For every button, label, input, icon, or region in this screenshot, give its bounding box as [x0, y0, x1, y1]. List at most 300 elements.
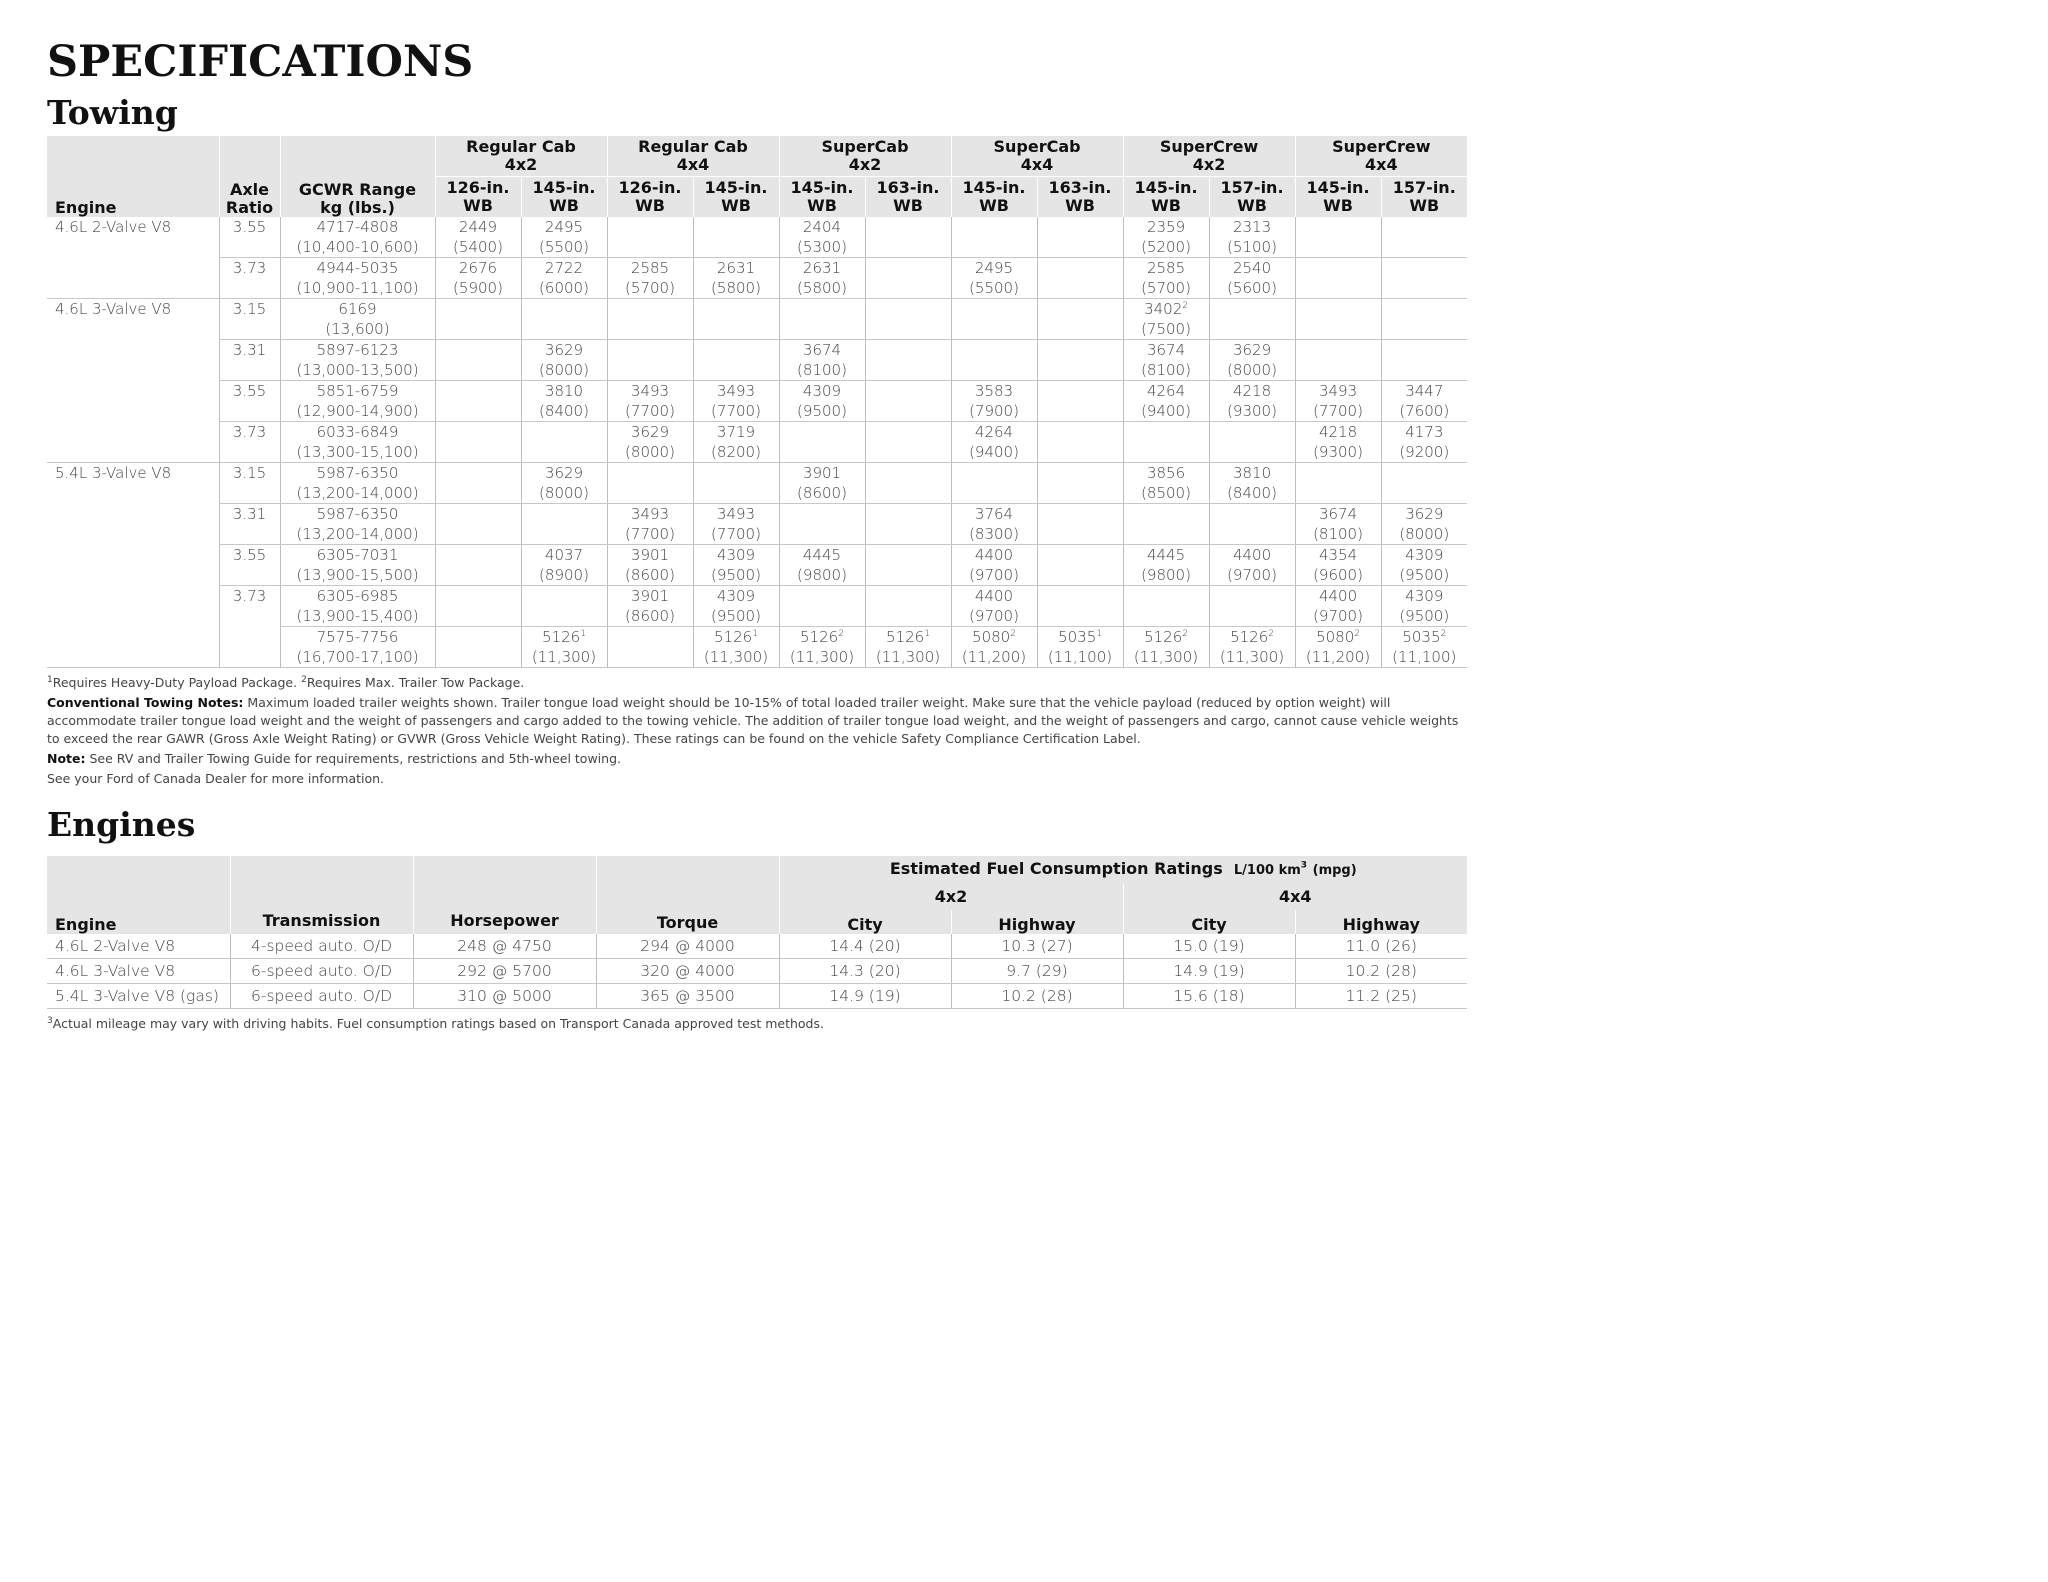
weight-kg-value: 3810 [544, 382, 584, 400]
max-trailer-weight-cell [693, 422, 779, 463]
header-engine: Engine [47, 856, 230, 934]
weight-kg [1210, 628, 1295, 648]
gcwr-kg: 6305-6985 [316, 587, 399, 605]
gcwr-kg: 5987-6350 [316, 464, 399, 482]
weight-kg-value: 4218 [1232, 382, 1272, 400]
gcwr-lbs: (13,200-14,000) [296, 524, 419, 543]
header-axle-line2: Ratio [225, 198, 274, 217]
max-trailer-weight-cell [1123, 422, 1209, 463]
header-fuel-consumption [779, 856, 1467, 884]
weight-kg-value: 4309 [802, 382, 842, 400]
max-trailer-weight-cell [1381, 422, 1467, 463]
weight-kg [608, 546, 693, 566]
weight-lbs: (8000) [1399, 524, 1450, 543]
footnote-mark: 2 [1440, 629, 1447, 639]
conventional-towing-notes [47, 694, 1467, 748]
weight-lbs: (6000) [539, 278, 589, 297]
weight-kg [608, 423, 693, 443]
weight-kg [1124, 218, 1209, 238]
weight-kg [952, 423, 1037, 443]
city-4x4-cell: 14.9 (19) [1123, 959, 1295, 984]
weight-lbs: (7700) [625, 401, 675, 420]
weight-kg-value: 4309 [1405, 546, 1444, 564]
weight-kg [1296, 546, 1381, 566]
footnote-3: Actual mileage may vary with driving habits. Fuel consumption ratings based on Transport Canada approved test methods. [52, 1016, 824, 1031]
weight-kg-value: 3629 [1232, 341, 1272, 359]
weight-lbs: (9700) [1227, 565, 1277, 584]
header-wheelbase-7 [951, 177, 1037, 218]
wheelbase-value: 126-in. [446, 178, 510, 197]
max-trailer-weight-cell [951, 627, 1037, 668]
weight-kg-value: 3402 [1144, 300, 1183, 318]
axle-ratio-cell [219, 627, 280, 668]
gcwr-cell [280, 381, 435, 422]
max-trailer-weight-cell [865, 627, 951, 668]
max-trailer-weight-cell [607, 217, 693, 258]
weight-kg-value: 3901 [802, 464, 842, 482]
gcwr-lbs: (10,400-10,600) [296, 237, 419, 256]
weight-kg-value: 2585 [630, 259, 670, 277]
towing-heading: Towing [47, 93, 178, 132]
max-trailer-weight-cell [693, 545, 779, 586]
max-trailer-weight-cell [521, 422, 607, 463]
weight-lbs: (5600) [1227, 278, 1277, 297]
weight-kg [952, 505, 1037, 525]
weight-kg [1210, 218, 1295, 238]
max-trailer-weight-cell [435, 381, 521, 422]
weight-lbs: (9700) [1313, 606, 1363, 625]
max-trailer-weight-cell [693, 504, 779, 545]
engine-cell: 5.4L 3-Valve V8 [55, 464, 172, 482]
weight-lbs: (8000) [539, 483, 589, 502]
header-group-5 [1123, 136, 1295, 177]
wheelbase-unit: WB [721, 196, 751, 215]
weight-kg-value: 4400 [1232, 546, 1272, 564]
weight-kg-value: 4037 [544, 546, 584, 564]
max-trailer-weight-cell [521, 545, 607, 586]
gcwr-kg: 5987-6350 [316, 505, 399, 523]
footnote-mark: 2 [1354, 629, 1360, 639]
gcwr-lbs: (13,200-14,000) [296, 483, 419, 502]
max-trailer-weight-cell [607, 463, 693, 504]
max-trailer-weight-cell [1037, 545, 1123, 586]
weight-kg [1296, 382, 1381, 402]
engines-footnote [47, 1015, 1467, 1033]
towing-row [47, 258, 1467, 299]
wheelbase-unit: WB [463, 196, 493, 215]
footnote-mark: 1 [580, 629, 586, 639]
weight-kg-value: 3764 [974, 505, 1014, 523]
weight-kg-value: 3493 [630, 382, 670, 400]
engines-heading: Engines [47, 805, 196, 844]
axle-ratio-cell: 3.73 [219, 422, 280, 463]
weight-lbs: (9500) [797, 401, 847, 420]
weight-kg-value: 3629 [630, 423, 670, 441]
max-trailer-weight-cell [865, 422, 951, 463]
axle-ratio-cell: 3.31 [219, 340, 280, 381]
wheelbase-value: 163-in. [876, 178, 940, 197]
city-4x4-cell: 15.0 (19) [1123, 934, 1295, 959]
weight-lbs: (8000) [625, 442, 675, 461]
horsepower-cell: 248 @ 4750 [413, 934, 596, 959]
weight-lbs: (7900) [969, 401, 1019, 420]
wheelbase-unit: WB [1065, 196, 1095, 215]
max-trailer-weight-cell [607, 340, 693, 381]
max-trailer-weight-cell [779, 381, 865, 422]
group-cab: Regular Cab [466, 137, 576, 156]
gcwr-kg: 4717-4808 [316, 218, 399, 236]
wheelbase-unit: WB [807, 196, 837, 215]
max-trailer-weight-cell [865, 545, 951, 586]
weight-lbs: (11,100) [1047, 647, 1113, 666]
wheelbase-value: 145-in. [1306, 178, 1370, 197]
engine-cell: 4.6L 2-Valve V8 [55, 218, 172, 236]
weight-kg-value: 3901 [630, 546, 670, 564]
weight-kg [1382, 423, 1468, 443]
engine-cell: 4.6L 2-Valve V8 [47, 934, 230, 959]
weight-kg-value: 3856 [1146, 464, 1186, 482]
weight-lbs: (8000) [1227, 360, 1277, 379]
wheelbase-value: 145-in. [704, 178, 768, 197]
towing-row [47, 545, 1467, 586]
engine-cell [47, 340, 219, 381]
header-axle-ratio [219, 136, 280, 217]
weight-kg [952, 382, 1037, 402]
weight-kg [1382, 382, 1468, 402]
weight-kg-value: 5126 [542, 628, 581, 646]
max-trailer-weight-cell [951, 258, 1037, 299]
max-trailer-weight-cell [1209, 463, 1295, 504]
weight-kg [1210, 464, 1295, 484]
page-title: SPECIFICATIONS [47, 37, 474, 87]
weight-kg-value: 2585 [1146, 259, 1186, 277]
max-trailer-weight-cell [1209, 627, 1295, 668]
header-engine: Engine [47, 136, 219, 217]
fuel-unit-mark: 3 [1300, 860, 1308, 871]
max-trailer-weight-cell [1123, 545, 1209, 586]
weight-kg-value: 4218 [1318, 423, 1358, 441]
weight-kg-value: 3901 [630, 587, 670, 605]
weight-kg [1382, 587, 1468, 607]
weight-kg-value: 2631 [802, 259, 842, 277]
max-trailer-weight-cell [779, 217, 865, 258]
max-trailer-weight-cell [1123, 627, 1209, 668]
towing-row [47, 586, 1467, 627]
weight-kg-value: 5080 [972, 628, 1011, 646]
wheelbase-value: 145-in. [1134, 178, 1198, 197]
gcwr-lbs: (10,900-11,100) [296, 278, 419, 297]
weight-kg-value: 3583 [974, 382, 1014, 400]
weight-lbs: (5700) [1141, 278, 1191, 297]
gcwr-cell [280, 422, 435, 463]
max-trailer-weight-cell [435, 422, 521, 463]
weight-kg [952, 259, 1037, 279]
gcwr-cell [280, 586, 435, 627]
header-wheelbase-6 [865, 177, 951, 218]
weight-kg-value: 4173 [1405, 423, 1444, 441]
footnote-mark: 2 [1182, 301, 1188, 311]
weight-kg-value: 3493 [716, 505, 756, 523]
group-drive: 4x4 [1364, 155, 1398, 174]
engines-table [47, 856, 1467, 1009]
max-trailer-weight-cell [1123, 299, 1209, 340]
max-trailer-weight-cell [779, 299, 865, 340]
max-trailer-weight-cell [951, 299, 1037, 340]
wheelbase-value: 145-in. [790, 178, 854, 197]
axle-ratio-cell: 3.55 [219, 381, 280, 422]
weight-kg [952, 587, 1037, 607]
max-trailer-weight-cell [607, 586, 693, 627]
wheelbase-value: 145-in. [962, 178, 1026, 197]
weight-kg [866, 628, 951, 648]
weight-kg [952, 546, 1037, 566]
max-trailer-weight-cell [1209, 258, 1295, 299]
towing-row [47, 381, 1467, 422]
weight-lbs: (9500) [1399, 565, 1450, 584]
group-drive: 4x2 [848, 155, 882, 174]
weight-lbs: (7600) [1399, 401, 1450, 420]
weight-kg [1296, 423, 1381, 443]
towing-row [47, 422, 1467, 463]
weight-lbs: (8300) [969, 524, 1019, 543]
footnote-2: Requires Max. Trailer Tow Package. [306, 675, 525, 690]
wheelbase-unit: WB [979, 196, 1009, 215]
max-trailer-weight-cell [1295, 586, 1381, 627]
weight-kg-value: 4400 [974, 587, 1014, 605]
weight-kg-value: 2631 [716, 259, 756, 277]
max-trailer-weight-cell [1295, 463, 1381, 504]
engine-cell [47, 504, 219, 545]
max-trailer-weight-cell [607, 627, 693, 668]
gcwr-lbs: (16,700-17,100) [296, 647, 419, 666]
weight-kg [608, 587, 693, 607]
max-trailer-weight-cell [951, 340, 1037, 381]
max-trailer-weight-cell [435, 258, 521, 299]
footnote-mark: 2 [301, 674, 307, 685]
weight-kg [608, 259, 693, 279]
header-wheelbase-8 [1037, 177, 1123, 218]
max-trailer-weight-cell [1123, 586, 1209, 627]
engine-cell: 5.4L 3-Valve V8 (gas) [47, 984, 230, 1009]
weight-kg-value: 2495 [544, 218, 584, 236]
footnote-mark: 2 [1182, 629, 1188, 639]
city-4x2-cell: 14.3 (20) [779, 959, 951, 984]
max-trailer-weight-cell [521, 627, 607, 668]
header-axle-line1: Axle [229, 180, 270, 199]
weight-kg [522, 382, 607, 402]
max-trailer-weight-cell [1381, 586, 1467, 627]
max-trailer-weight-cell [521, 381, 607, 422]
hwy-4x4-cell: 10.2 (28) [1295, 959, 1467, 984]
weight-lbs: (11,300) [1133, 647, 1199, 666]
fuel-title: Estimated Fuel Consumption Ratings [889, 859, 1223, 878]
engines-table-body [47, 934, 1467, 1009]
max-trailer-weight-cell [435, 340, 521, 381]
footnote-mark: 1 [752, 629, 758, 639]
max-trailer-weight-cell [435, 463, 521, 504]
weight-kg [522, 341, 607, 361]
weight-lbs: (9400) [1141, 401, 1191, 420]
weight-lbs: (11,300) [531, 647, 597, 666]
weight-kg-value: 4264 [974, 423, 1014, 441]
fuel-unit-tail: (mpg) [1312, 863, 1357, 878]
weight-kg-value: 5126 [800, 628, 839, 646]
header-drive-4x4: 4x4 [1123, 884, 1467, 910]
weight-kg [522, 218, 607, 238]
weight-kg-value: 4445 [1146, 546, 1186, 564]
weight-kg-value: 4445 [802, 546, 842, 564]
max-trailer-weight-cell [521, 299, 607, 340]
max-trailer-weight-cell [951, 586, 1037, 627]
gcwr-lbs: (13,900-15,500) [296, 565, 419, 584]
weight-lbs: (5500) [539, 237, 589, 256]
towing-notes [47, 674, 1467, 788]
header-group-6 [1295, 136, 1467, 177]
gcwr-cell [280, 463, 435, 504]
header-wheelbase-10 [1209, 177, 1295, 218]
max-trailer-weight-cell [865, 258, 951, 299]
weight-lbs: (5100) [1227, 237, 1277, 256]
towing-row [47, 340, 1467, 381]
weight-kg [608, 505, 693, 525]
max-trailer-weight-cell [521, 340, 607, 381]
weight-lbs: (7700) [711, 401, 761, 420]
max-trailer-weight-cell [693, 381, 779, 422]
weight-lbs: (8100) [797, 360, 847, 379]
max-trailer-weight-cell [1123, 504, 1209, 545]
gcwr-kg: 7575-7756 [316, 628, 399, 646]
gcwr-cell [280, 504, 435, 545]
weight-kg [1210, 382, 1295, 402]
weight-lbs: (8200) [711, 442, 761, 461]
header-wheelbase-11 [1295, 177, 1381, 218]
max-trailer-weight-cell [951, 504, 1037, 545]
header-group-1 [435, 136, 607, 177]
wheelbase-unit: WB [635, 196, 665, 215]
max-trailer-weight-cell [1209, 217, 1295, 258]
weight-kg-value: 3629 [544, 464, 584, 482]
max-trailer-weight-cell [1123, 381, 1209, 422]
max-trailer-weight-cell [1037, 258, 1123, 299]
header-group-4 [951, 136, 1123, 177]
engine-row [47, 984, 1467, 1009]
engine-cell [47, 422, 219, 463]
max-trailer-weight-cell [1209, 340, 1295, 381]
gcwr-kg: 5851-6759 [316, 382, 399, 400]
weight-kg-value: 5126 [1230, 628, 1269, 646]
weight-kg [1124, 628, 1209, 648]
max-trailer-weight-cell [1295, 217, 1381, 258]
max-trailer-weight-cell [435, 545, 521, 586]
weight-kg-value: 3719 [716, 423, 756, 441]
max-trailer-weight-cell [1381, 463, 1467, 504]
towing-table-body [47, 217, 1467, 668]
weight-kg-value: 3447 [1405, 382, 1444, 400]
max-trailer-weight-cell [779, 422, 865, 463]
max-trailer-weight-cell [1037, 381, 1123, 422]
weight-kg [694, 382, 779, 402]
max-trailer-weight-cell [865, 504, 951, 545]
header-wheelbase-3 [607, 177, 693, 218]
wheelbase-value: 163-in. [1048, 178, 1112, 197]
max-trailer-weight-cell [1295, 258, 1381, 299]
hwy-4x2-cell: 9.7 (29) [951, 959, 1123, 984]
weight-lbs: (9500) [711, 565, 761, 584]
engine-cell [47, 258, 219, 299]
max-trailer-weight-cell [1295, 627, 1381, 668]
weight-kg [1124, 546, 1209, 566]
gcwr-lbs: (13,900-15,400) [296, 606, 419, 625]
weight-lbs: (9700) [969, 565, 1019, 584]
max-trailer-weight-cell [1295, 545, 1381, 586]
max-trailer-weight-cell [1037, 217, 1123, 258]
max-trailer-weight-cell [865, 586, 951, 627]
weight-kg-value: 3493 [1318, 382, 1358, 400]
conventional-text: Maximum loaded trailer weights shown. Trailer tongue load weight should be 10-15% of total loaded trailer weight. Make sure that the vehicle payload (reduced by option weight) will accommodate trailer tongue load weight and the weight of passengers and cargo added to the towing vehicle. The addition of trailer tongue load weight, and the weight of passengers and cargo, cannot cause vehicle weights to exceed the rear GAWR (Gross Axle Weight Rating) or GVWR (Gross Vehicle Weight Rating). These ratings can be found on the vehicle Safety Compliance Certification Label. [47, 695, 1459, 746]
max-trailer-weight-cell [435, 504, 521, 545]
max-trailer-weight-cell [1295, 340, 1381, 381]
engine-row [47, 934, 1467, 959]
weight-kg [694, 259, 779, 279]
max-trailer-weight-cell [951, 422, 1037, 463]
transmission-cell: 6-speed auto. O/D [230, 984, 413, 1009]
max-trailer-weight-cell [693, 627, 779, 668]
engine-cell [47, 586, 219, 627]
weight-kg-value: 2404 [802, 218, 842, 236]
max-trailer-weight-cell [607, 545, 693, 586]
towing-header-row-groups [47, 136, 1467, 177]
weight-kg-value: 5035 [1058, 628, 1097, 646]
max-trailer-weight-cell [779, 463, 865, 504]
max-trailer-weight-cell [435, 299, 521, 340]
weight-lbs: (5900) [453, 278, 503, 297]
weight-kg [608, 382, 693, 402]
max-trailer-weight-cell [1037, 422, 1123, 463]
max-trailer-weight-cell [607, 258, 693, 299]
wheelbase-unit: WB [549, 196, 579, 215]
weight-lbs: (8100) [1313, 524, 1363, 543]
engine-cell [47, 381, 219, 422]
header-transmission: Transmission [230, 856, 413, 934]
towing-row [47, 299, 1467, 340]
weight-kg-value: 4400 [1318, 587, 1358, 605]
weight-kg [1124, 341, 1209, 361]
weight-lbs: (9300) [1313, 442, 1363, 461]
city-4x4-cell: 15.6 (18) [1123, 984, 1295, 1009]
weight-kg-value: 5126 [886, 628, 925, 646]
weight-kg [694, 505, 779, 525]
weight-kg [780, 218, 865, 238]
axle-ratio-cell: 3.31 [219, 504, 280, 545]
header-wheelbase-1 [435, 177, 521, 218]
weight-lbs: (7500) [1141, 319, 1191, 338]
max-trailer-weight-cell [607, 504, 693, 545]
wheelbase-unit: WB [1409, 196, 1440, 215]
weight-kg [1210, 546, 1295, 566]
header-drive-4x2: 4x2 [779, 884, 1123, 910]
weight-kg [522, 546, 607, 566]
engine-cell [47, 627, 219, 668]
weight-lbs: (8500) [1141, 483, 1191, 502]
max-trailer-weight-cell [607, 422, 693, 463]
weight-kg [694, 587, 779, 607]
weight-kg [522, 464, 607, 484]
max-trailer-weight-cell [693, 217, 779, 258]
max-trailer-weight-cell [779, 504, 865, 545]
weight-kg-value: 2313 [1232, 218, 1272, 236]
group-drive: 4x2 [1192, 155, 1226, 174]
max-trailer-weight-cell [1381, 504, 1467, 545]
